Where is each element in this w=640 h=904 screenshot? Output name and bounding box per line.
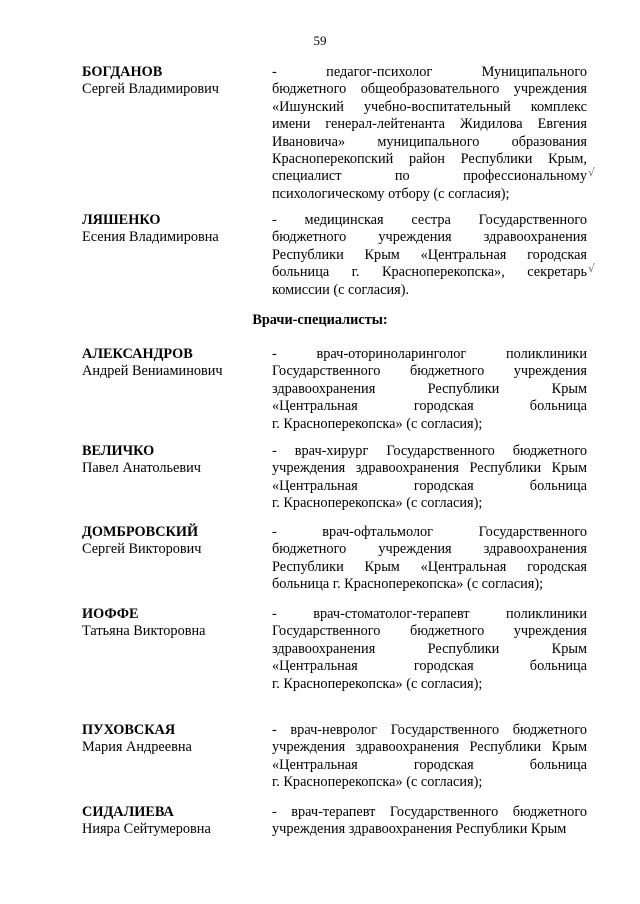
position-line: больница г. Красноперекопска» (с согласия);: [272, 576, 544, 593]
member-name: [82, 443, 272, 478]
member-surname: ВЕЛИЧКО: [82, 443, 155, 459]
position-line: г. Красноперекопска» (с согласия);: [272, 495, 483, 512]
member-name: [82, 346, 272, 381]
member-given-name: Есения Владимировна: [82, 229, 219, 246]
member-surname: ПУХОВСКАЯ: [82, 722, 176, 738]
position-line: больница г. Красноперекопска», секретарь: [272, 264, 587, 281]
member-given-name: Нияра Сейтумеровна: [82, 821, 211, 838]
position-line: Ивановича» муниципального образования: [272, 133, 587, 150]
position-line: специалист по профессиональному: [272, 168, 587, 185]
position-line: Государственного бюджетного учреждения: [272, 363, 587, 380]
position-line: - врач-оториноларинголог поликлиники: [272, 346, 587, 362]
section-title: Врачи-специалисты:: [252, 312, 388, 328]
member-position: [272, 64, 587, 203]
member-given-name: Павел Анатольевич: [82, 460, 201, 477]
position-line: учреждения здравоохранения Республики Крым: [272, 739, 587, 756]
position-line: - педагог-психолог Муниципального: [272, 64, 587, 80]
member-surname: ЛЯШЕНКО: [82, 212, 161, 228]
position-line: г. Красноперекопска» (с согласия);: [272, 675, 483, 692]
position-line: комиссии (с согласия).: [272, 281, 410, 298]
position-line: «Центральная городская больница: [272, 477, 587, 494]
member-given-name: Мария Андреевна: [82, 739, 192, 756]
position-line: бюджетного общеобразовательного учреждения: [272, 81, 587, 98]
position-line: здравоохранения Республики Крым: [272, 640, 587, 657]
position-line: здравоохранения Республики Крым: [272, 380, 587, 397]
position-line: психологическому отбору (с согласия);: [272, 185, 510, 202]
member-surname: АЛЕКСАНДРОВ: [82, 346, 193, 362]
member-position: [272, 346, 587, 433]
member-name: [82, 722, 272, 757]
member-name: [82, 524, 272, 559]
position-line: - врач-невролог Государственного бюджетного: [272, 722, 587, 738]
member-given-name: Андрей Вениаминович: [82, 363, 223, 380]
page-number: 59: [313, 33, 327, 48]
member-surname: ДОМБРОВСКИЙ: [82, 524, 199, 540]
member-surname: ИОФФЕ: [82, 606, 139, 622]
position-line: бюджетного учреждения здравоохранения: [272, 541, 587, 558]
position-line: «Центральная городская больница: [272, 658, 587, 675]
position-line: учреждения здравоохранения Республики Крым: [272, 460, 587, 477]
position-line: г. Красноперекопска» (с согласия);: [272, 415, 483, 432]
position-line: бюджетного учреждения здравоохранения: [272, 229, 587, 246]
margin-check-mark: √: [588, 262, 596, 275]
position-line: г. Красноперекопска» (с согласия);: [272, 774, 483, 791]
member-position: [272, 804, 587, 839]
member-name: [82, 64, 272, 99]
member-position: [272, 443, 587, 513]
position-line: - врач-терапевт Государственного бюджетного: [272, 804, 587, 820]
member-position: [272, 212, 587, 299]
margin-check-mark: √: [588, 166, 596, 179]
position-line: - врач-хирург Государственного бюджетного: [272, 443, 587, 459]
member-name: [82, 606, 272, 641]
position-line: - врач-стоматолог-терапевт поликлиники: [272, 606, 587, 622]
member-name: [82, 212, 272, 247]
member-given-name: Сергей Викторович: [82, 541, 202, 558]
position-line: Государственного бюджетного учреждения: [272, 623, 587, 640]
member-surname: СИДАЛИЕВА: [82, 804, 174, 820]
member-surname: БОГДАНОВ: [82, 64, 163, 80]
member-position: [272, 524, 587, 594]
member-position: [272, 606, 587, 693]
member-given-name: Сергей Владимирович: [82, 81, 219, 98]
member-given-name: Татьяна Викторовна: [82, 623, 206, 640]
position-line: «Ишунский учебно-воспитательный комплекс: [272, 98, 587, 115]
member-name: [82, 804, 272, 839]
position-line: Республики Крым «Центральная городская: [272, 558, 587, 575]
position-line: Республики Крым «Центральная городская: [272, 246, 587, 263]
position-line: учреждения здравоохранения Республики Крым: [272, 821, 567, 838]
member-position: [272, 722, 587, 792]
position-line: имени генерал-лейтенанта Жидилова Евгения: [272, 116, 587, 133]
position-line: Красноперекопский район Республики Крым,: [272, 151, 587, 168]
position-line: - врач-офтальмолог Государственного: [272, 524, 587, 540]
position-line: «Центральная городская больница: [272, 398, 587, 415]
position-line: - медицинская сестра Государственного: [272, 212, 587, 228]
position-line: «Центральная городская больница: [272, 756, 587, 773]
